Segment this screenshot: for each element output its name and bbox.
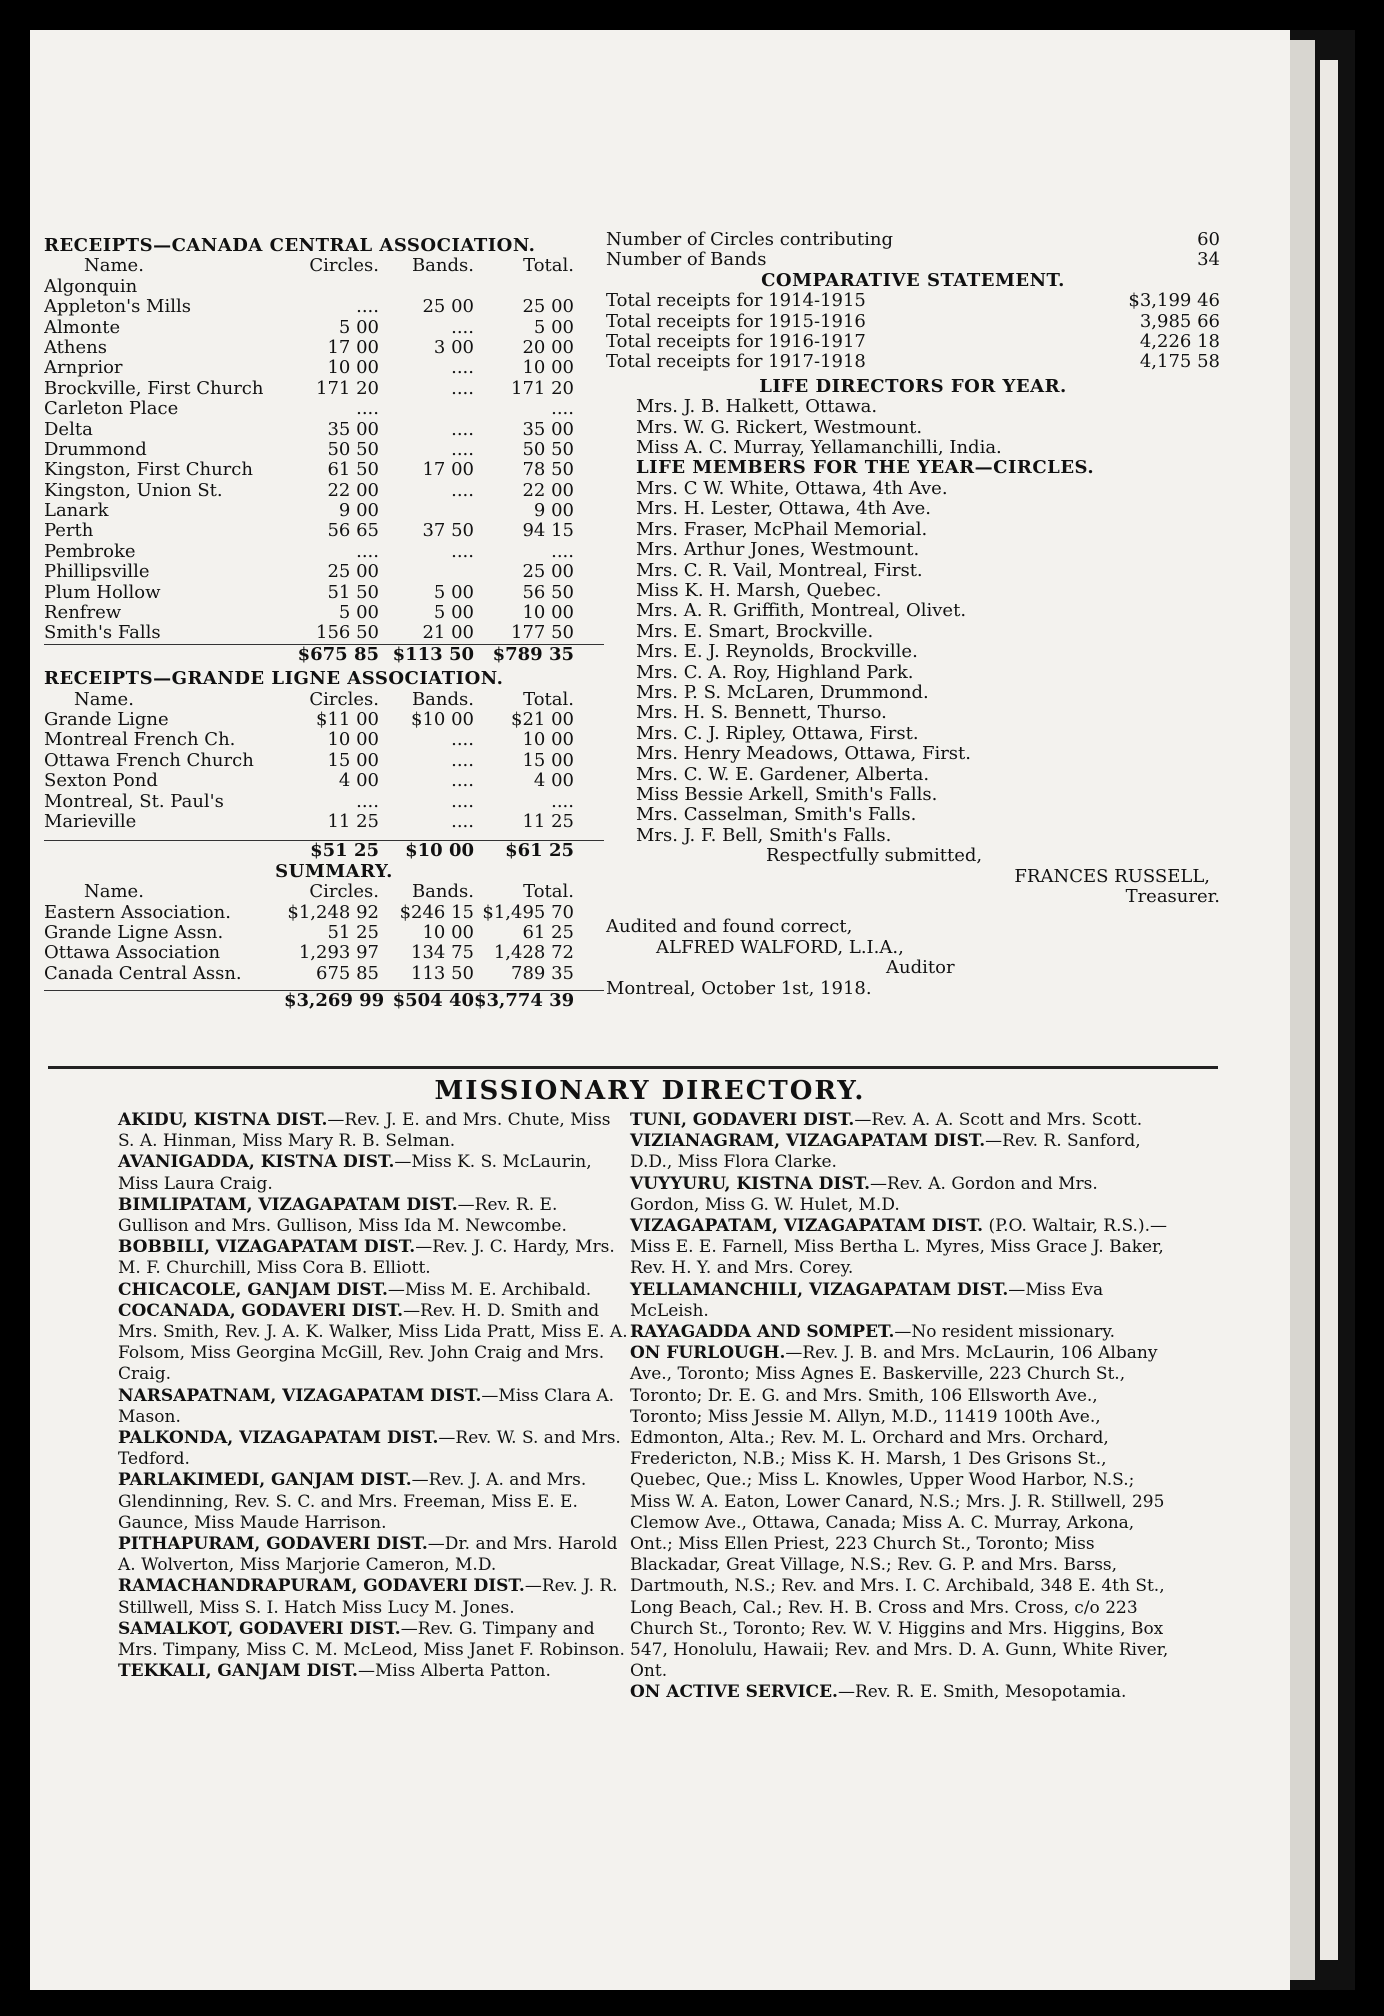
list-item: Mrs. Henry Meadows, Ottawa, First.	[636, 743, 971, 765]
comparative-row: Total receipts for 1914-1915 $3,199 46	[606, 290, 1220, 312]
grande-table	[44, 710, 604, 832]
directory-entry	[118, 1576, 628, 1618]
table-row: Grande Ligne $11 00 $10 00 $21 00	[44, 709, 574, 731]
station-name: TUNI, GODAVERI DIST.	[630, 1110, 855, 1130]
auditor-title: Auditor	[886, 957, 955, 979]
receipts-column	[44, 236, 604, 1012]
table-row: Kingston, Union St. 22 00 .... 22 00	[44, 479, 574, 501]
station-missionaries: —No resident missionary.	[894, 1322, 1116, 1343]
directory-entry	[118, 1280, 628, 1301]
directory-entry	[630, 1110, 1170, 1131]
station-missionaries: —Rev. R. E. Gullison and Mrs. Gullison, Miss Ida M. Newcombe.	[118, 1194, 567, 1237]
station-missionaries: —Rev. W. S. and Mrs. Tedford.	[118, 1428, 621, 1470]
table-row: Brockville, First Church 171 20 .... 171 20	[44, 377, 574, 399]
station-name: VIZAGAPATAM, VIZAGAPATAM DIST.	[630, 1216, 984, 1237]
list-item: Mrs. C. R. Vail, Montreal, First.	[636, 559, 923, 581]
directory-entry	[118, 1470, 628, 1534]
comparative-row: Total receipts for 1916-1917 4,226 18	[606, 331, 1220, 353]
table-row: Appleton's Mills .... 25 00 25 00	[44, 296, 574, 318]
comparative-table	[606, 291, 1220, 373]
directory-entry	[630, 1131, 1170, 1173]
station-name: YELLAMANCHILI, VIZAGAPATAM DIST.	[630, 1279, 1009, 1300]
grande-heading: RECEIPTS—GRANDE LIGNE ASSOCIATION.	[44, 668, 504, 690]
directory-entry	[118, 1534, 628, 1576]
directory-entry	[630, 1682, 1170, 1703]
auditor-name: ALFRED WALFORD, L.I.A.,	[656, 936, 904, 958]
table-row: Drummond 50 50 .... 50 50	[44, 438, 574, 460]
list-item: Miss Bessie Arkell, Smith's Falls.	[636, 783, 938, 805]
summary-table	[44, 903, 604, 985]
directory-entry	[630, 1216, 1170, 1280]
statement-column	[606, 230, 1220, 999]
table-row: Perth 56 65 37 50 94 15	[44, 520, 574, 542]
table-row: Ottawa French Church 15 00 .... 15 00	[44, 749, 574, 771]
list-item: Mrs. H. Lester, Ottawa, 4th Ave.	[636, 498, 932, 520]
station-name: BOBBILI, VIZAGAPATAM DIST.	[118, 1237, 416, 1258]
life-members-heading: LIFE MEMBERS FOR THE YEAR—CIRCLES.	[636, 457, 1095, 479]
station-missionaries: —Rev. A. Gordon and Mrs. Gordon, Miss G. W. Hulet, M.D.	[630, 1173, 1098, 1215]
table-row: Athens 17 00 3 00 20 00	[44, 336, 574, 358]
table-row: Marieville 11 25 .... 11 25	[44, 810, 574, 832]
station-missionaries: —Rev. J. A. and Mrs. Glendinning, Rev. S. C. and Mrs. Freeman, Miss E. E. Gaunce, Miss Maude Harrison.	[118, 1470, 587, 1533]
station-name: AVANIGADDA, KISTNA DIST.	[118, 1152, 395, 1173]
summary-heading: SUMMARY.	[275, 860, 393, 882]
central-columns: Name. Circles. Bands. Total.	[84, 255, 574, 277]
table-row: Lanark 9 00 9 00	[44, 500, 574, 522]
list-item: Miss A. C. Murray, Yellamanchilli, India.	[636, 437, 1002, 459]
bands-line: Number of Bands 34	[606, 249, 1220, 271]
station-name: RAMACHANDRAPURAM, GODAVERI DIST.	[118, 1576, 525, 1597]
table-row: Carleton Place .... ....	[44, 398, 574, 420]
central-heading: RECEIPTS—CANADA CENTRAL ASSOCIATION.	[44, 235, 536, 256]
station-missionaries: —Rev. A. A. Scott and Mrs. Scott.	[854, 1110, 1143, 1130]
list-item: Mrs. E. J. Reynolds, Brockville.	[636, 641, 918, 663]
station-missionaries: —Rev. J. R. Stillwell, Miss S. I. Hatch Miss Lucy M. Jones.	[118, 1576, 618, 1618]
list-item: Mrs. J. B. Halkett, Ottawa.	[636, 396, 878, 418]
station-name: ON FURLOUGH.	[630, 1343, 786, 1364]
directory-entry	[630, 1174, 1170, 1216]
audited-line: Audited and found correct,	[606, 916, 853, 938]
table-row: Kingston, First Church 61 50 17 00 78 50	[44, 459, 574, 481]
directory-right-column	[630, 1110, 1170, 1704]
grande-totals: $51 25 $10 00 $61 25	[44, 840, 604, 861]
list-item: Mrs. C. J. Ripley, Ottawa, First.	[636, 722, 919, 744]
directory-title: MISSIONARY DIRECTORY.	[434, 1076, 866, 1106]
list-item: Mrs. Arthur Jones, Westmount.	[636, 539, 920, 561]
station-name: SAMALKOT, GODAVERI DIST.	[118, 1618, 401, 1639]
station-missionaries: —Dr. and Mrs. Harold A. Wolverton, Miss Marjorie Cameron, M.D.	[118, 1534, 618, 1576]
station-missionaries: —Rev. R. Sanford, D.D., Miss Flora Clarke.	[630, 1131, 1141, 1173]
list-item: Mrs. E. Smart, Brockville.	[636, 620, 874, 642]
table-row: Renfrew 5 00 5 00 10 00	[44, 602, 574, 624]
life-directors-heading: LIFE DIRECTORS FOR YEAR.	[759, 375, 1067, 397]
table-row: Montreal, St. Paul's .... .... ....	[44, 790, 574, 812]
station-missionaries: (P.O. Waltair, R.S.).—Miss E. E. Farnell, Miss Bertha L. Myres, Miss Grace J. Baker, Rev. H. Y. and Mrs. Corey.	[630, 1216, 1167, 1279]
list-item: Mrs. C W. White, Ottawa, 4th Ave.	[636, 477, 948, 499]
table-row: Phillipsville 25 00 25 00	[44, 561, 574, 583]
station-missionaries: —Rev. R. E. Smith, Mesopotamia.	[837, 1682, 1127, 1703]
section-divider	[48, 1066, 1218, 1069]
list-item: Miss K. H. Marsh, Quebec.	[636, 579, 882, 601]
directory-entry	[118, 1428, 628, 1470]
grande-columns: Name. Circles. Bands. Total.	[74, 688, 574, 710]
directory-entry	[118, 1152, 628, 1194]
station-name: NARSAPATNAM, VIZAGAPATAM DIST.	[118, 1385, 482, 1406]
date-line: Montreal, October 1st, 1918.	[606, 977, 872, 999]
comparative-row: Total receipts for 1917-1918 4,175 58	[606, 351, 1220, 373]
page-edge-strip-inner	[1320, 60, 1338, 1960]
station-missionaries: —Rev. J. B. and Mrs. McLaurin, 106 Albany Ave., Toronto; Miss Agnes E. Baskerville, 223 Church St., Toronto; Dr. E. G. and Mrs. Smith, 106 Ellsworth Ave., Toronto; Miss Jessie M. Allyn, M.D., 11419 100th Ave., Edmonton, Alta.; Rev. M. L. Orchard and Mrs. Orchard, Fredericton, N.B.; Miss K. H. Marsh, 1 Des Grisons St., Quebec, Que.; Miss L. Knowles, Upper Wood Harbor, N.S.; Miss W. A. Eaton, Lower Canard, N.S.; Mrs. J. R. Stillwell, 295 Clemow Ave., Ottawa, Canada; Miss A. C. Murray, Arkona, Ont.; Miss Ellen Priest, 223 Church St., Toronto; Miss Blackadar, Great Village, N.S.; Rev. G. P. and Mrs. Barss, Dartmouth, N.S.; Rev. and Mrs. I. C. Archibald, 348 E. 4th St., Long Beach, Cal.; Rev. H. B. Cross and Mrs. Cross, c/o 223 Church St., Toronto; Rev. W. V. Higgins and Mrs. Higgins, Box 547, Honolulu, Hawaii; Rev. and Mrs. D. A. Gunn, White River, Ont.	[630, 1343, 1169, 1682]
table-row: Canada Central Assn. 675 85 113 50 789 35	[44, 962, 574, 984]
table-row: Smith's Falls 156 50 21 00 177 50	[44, 622, 574, 644]
list-item: Mrs. J. F. Bell, Smith's Falls.	[636, 824, 892, 846]
station-name: AKIDU, KISTNA DIST.	[118, 1110, 328, 1130]
table-row: Grande Ligne Assn. 51 25 10 00 61 25	[44, 921, 574, 943]
directory-entry	[118, 1619, 628, 1661]
table-row: Eastern Association. $1,248 92 $246 15 $1,495 70	[44, 901, 574, 923]
station-missionaries: —Rev. H. D. Smith and Mrs. Smith, Rev. J. A. K. Walker, Miss Lida Pratt, Miss E. A. Folsom, Miss Georgina McGill, Rev. John Craig and Mrs. Craig.	[118, 1300, 628, 1385]
document-page	[30, 30, 1290, 1990]
directory-left-column	[118, 1110, 628, 1682]
table-row: Delta 35 00 .... 35 00	[44, 418, 574, 440]
station-name: PARLAKIMEDI, GANJAM DIST.	[118, 1470, 412, 1491]
table-row: Montreal French Ch. 10 00 .... 10 00	[44, 729, 574, 751]
station-missionaries: —Rev. J. C. Hardy, Mrs. M. F. Churchill, Miss Cora B. Elliott.	[118, 1237, 615, 1279]
respectfully-line: Respectfully submitted,	[766, 845, 983, 867]
station-missionaries: —Rev. J. E. and Mrs. Chute, Miss S. A. Hinman, Miss Mary R. B. Selman.	[118, 1110, 611, 1152]
circles-contributing-line: Number of Circles contributing 60	[606, 229, 1220, 250]
directory-entry	[118, 1195, 628, 1237]
station-name: COCANADA, GODAVERI DIST.	[118, 1300, 404, 1321]
directory-entry	[630, 1343, 1170, 1682]
station-name: CHICACOLE, GANJAM DIST.	[118, 1279, 388, 1300]
station-name: BIMLIPATAM, VIZAGAPATAM DIST.	[118, 1194, 458, 1215]
station-name: PITHAPURAM, GODAVERI DIST.	[118, 1534, 428, 1555]
list-item: Mrs. W. G. Rickert, Westmount.	[636, 416, 923, 438]
directory-entry	[630, 1280, 1170, 1322]
central-table	[44, 277, 604, 644]
directory-entry	[118, 1237, 628, 1279]
station-name: RAYAGADDA AND SOMPET.	[630, 1322, 895, 1343]
directory-entry	[118, 1110, 628, 1152]
table-row: Arnprior 10 00 .... 10 00	[44, 357, 574, 379]
directory-entry	[118, 1301, 628, 1386]
list-item: Mrs. A. R. Griffith, Montreal, Olivet.	[636, 600, 967, 622]
list-item: Mrs. C. W. E. Gardener, Alberta.	[636, 763, 930, 785]
table-row: Almonte 5 00 .... 5 00	[44, 316, 574, 338]
table-row: Algonquin	[44, 276, 138, 297]
station-name: ON ACTIVE SERVICE.	[630, 1682, 838, 1703]
table-row: Ottawa Association 1,293 97 134 75 1,428 72	[44, 942, 574, 964]
list-item: Mrs. C. A. Roy, Highland Park.	[636, 661, 914, 683]
station-name: VIZIANAGRAM, VIZAGAPATAM DIST.	[630, 1131, 986, 1152]
list-item: Mrs. Fraser, McPhail Memorial.	[636, 518, 928, 540]
station-name: PALKONDA, VIZAGAPATAM DIST.	[118, 1428, 439, 1449]
comparative-heading: COMPARATIVE STATEMENT.	[761, 269, 1065, 291]
signer-name: FRANCES RUSSELL,	[1014, 865, 1210, 887]
station-missionaries: —Miss Alberta Patton.	[357, 1661, 551, 1682]
station-missionaries: —Miss M. E. Archibald.	[387, 1279, 592, 1300]
life-directors-list	[606, 397, 1220, 458]
station-name: VUYYURU, KISTNA DIST.	[630, 1173, 870, 1194]
station-name: TEKKALI, GANJAM DIST.	[118, 1661, 358, 1682]
directory-entry	[118, 1661, 628, 1682]
summary-totals: $3,269 99 $504 40 $3,774 39	[44, 990, 604, 1011]
directory-entry	[630, 1322, 1170, 1343]
central-totals: $675 85 $113 50 $789 35	[44, 644, 604, 665]
directory-entry	[118, 1386, 628, 1428]
station-missionaries: —Miss K. S. McLaurin, Miss Laura Craig.	[118, 1152, 592, 1194]
station-missionaries: —Miss Eva McLeish.	[630, 1279, 1104, 1321]
life-members-list	[606, 479, 1220, 846]
signer-title: Treasurer.	[1125, 886, 1220, 907]
list-item: Mrs. P. S. McLaren, Drummond.	[636, 681, 929, 703]
list-item: Mrs. Casselman, Smith's Falls.	[636, 804, 917, 826]
summary-columns: Name. Circles. Bands. Total.	[84, 881, 574, 903]
table-row: Sexton Pond 4 00 .... 4 00	[44, 770, 574, 792]
list-item: Mrs. H. S. Bennett, Thurso.	[636, 702, 887, 724]
table-row: Pembroke .... .... ....	[44, 540, 574, 562]
station-missionaries: —Rev. G. Timpany and Mrs. Timpany, Miss C. M. McLeod, Miss Janet F. Robinson.	[118, 1618, 625, 1661]
station-missionaries: —Miss Clara A. Mason.	[118, 1385, 615, 1427]
comparative-row: Total receipts for 1915-1916 3,985 66	[606, 310, 1220, 332]
table-row: Plum Hollow 51 50 5 00 56 50	[44, 581, 574, 603]
